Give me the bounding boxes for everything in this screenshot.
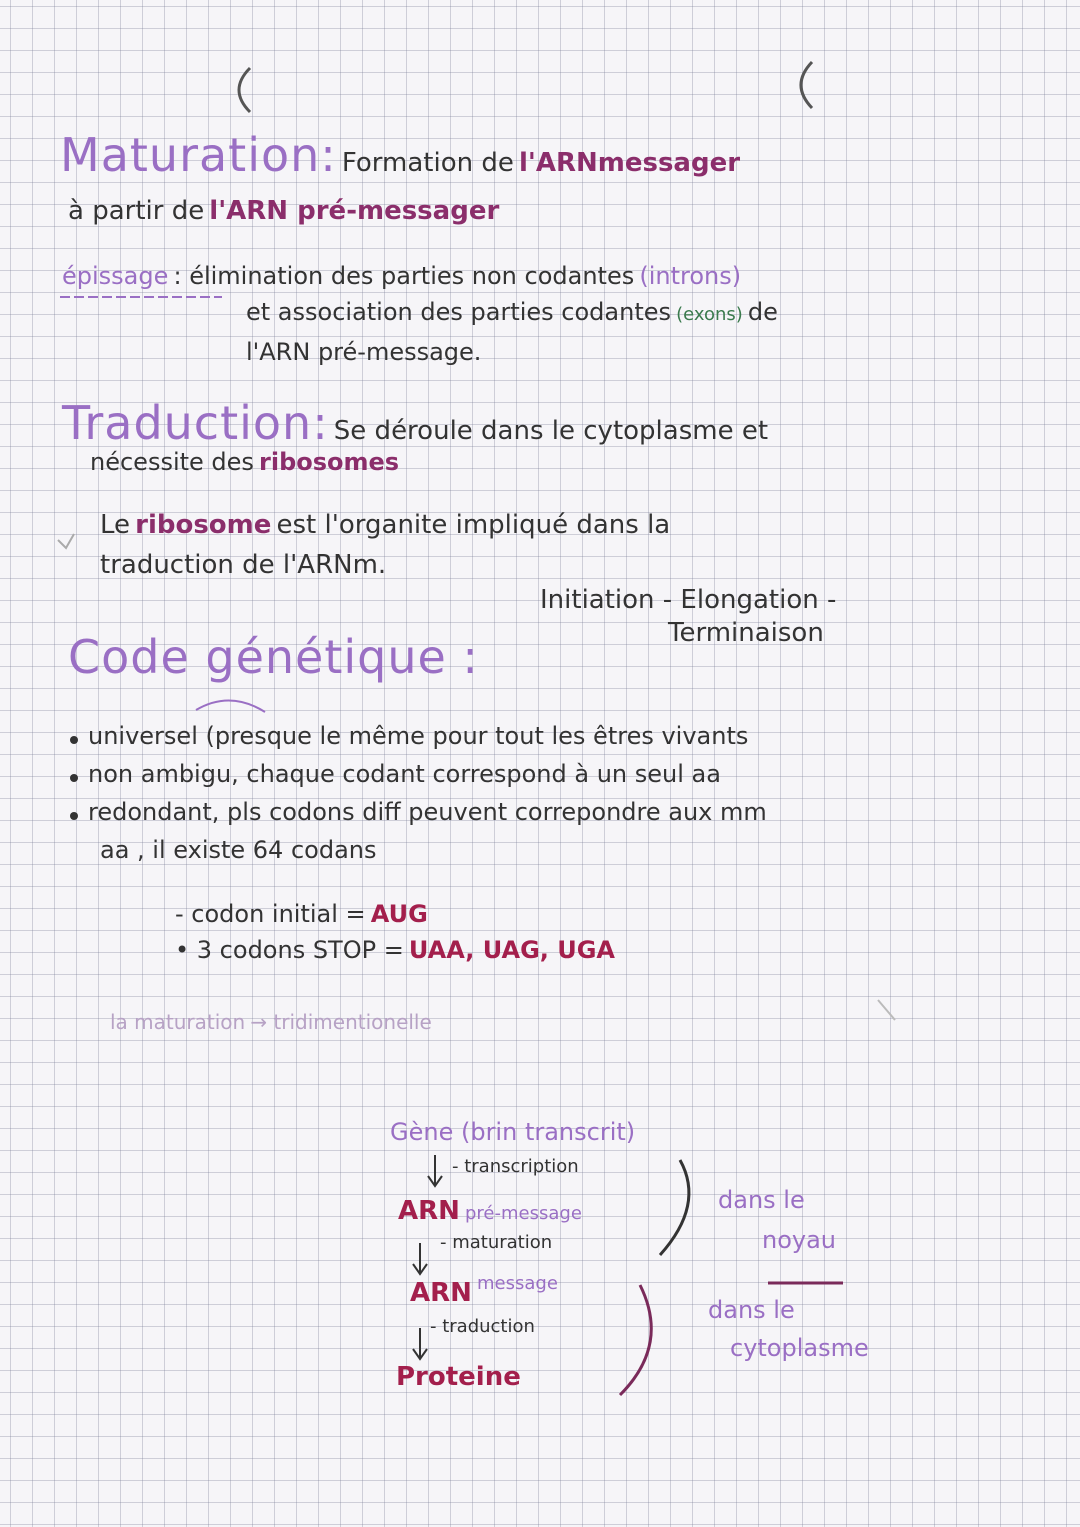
nucleus-note-b: noyau [762, 1226, 837, 1254]
arrow-down-3 [413, 1328, 427, 1359]
bullet-dot [70, 774, 78, 782]
cytoplasm-note-2 [730, 1334, 869, 1362]
diagram-arn1 [398, 1196, 582, 1226]
ribosome-line2-text: traduction de l'ARNm. [100, 550, 387, 580]
bullet-3-line2 [100, 836, 377, 864]
step-traduction: - traduction [430, 1316, 535, 1337]
epissage-line3 [246, 338, 481, 366]
ribosome-c: est l'organite impliqué dans la [276, 510, 671, 540]
bullet-dot [70, 812, 78, 820]
bracket-nucleus [660, 1160, 689, 1255]
traduction-line2 [90, 448, 399, 476]
epissage-line2 [246, 298, 778, 326]
steps-line2-text: Terminaison [668, 618, 824, 648]
cytoplasm-note-a: dans le [708, 1296, 795, 1324]
gene-label: Gène (brin transcrit) [390, 1118, 636, 1146]
maturation-title: Maturation: [60, 128, 337, 182]
steps-line2 [668, 618, 824, 648]
codon-initial [175, 900, 428, 928]
bullet-3-text: redondant, pls codons diff peuvent correpondre aux mm [88, 798, 767, 826]
ribosome-a: Le [100, 510, 131, 540]
bracket-cytoplasm [620, 1285, 651, 1395]
nucleus-note-2 [762, 1226, 836, 1254]
protein-label: Proteine [396, 1362, 521, 1392]
traduction-line2-a: nécessite des [90, 448, 254, 476]
faint-note-b: → tridimentionelle [250, 1010, 432, 1034]
arn-premessage-sub: pré-message [465, 1203, 582, 1224]
epissage-introns: (introns) [639, 262, 742, 290]
ribosome-b: ribosome [135, 510, 272, 540]
epissage-text-1: : élimination des parties non codantes [173, 262, 635, 290]
epissage-exons: (exons) [676, 304, 743, 325]
arn-premessage-label: ARN [398, 1196, 460, 1226]
maturation-def-d: l'ARN pré-messager [209, 196, 500, 226]
nucleus-note-a: dans le [718, 1186, 805, 1214]
diagram-protein [396, 1362, 521, 1392]
ribosome-line1 [100, 510, 670, 540]
epissage-line1 [62, 262, 741, 290]
ribosome-line2 [100, 550, 386, 580]
maturation-heading [60, 128, 740, 182]
code-heading [68, 630, 479, 684]
maturation-def-b: l'ARNmessager [518, 148, 741, 178]
faint-note [110, 1010, 432, 1034]
cytoplasm-note-b: cytoplasme [730, 1334, 869, 1362]
bullet-1 [70, 722, 748, 750]
epissage-text-3: l'ARN pré-message. [246, 338, 482, 366]
code-title: Code génétique : [68, 630, 479, 684]
bullet-dot [70, 736, 78, 744]
arn-message-sub: message [477, 1273, 558, 1294]
title-underline [196, 700, 265, 712]
traduction-heading [62, 396, 768, 450]
bullet-3 [70, 798, 767, 826]
step-transcription: - transcription [452, 1156, 579, 1177]
bullet-2 [70, 760, 721, 788]
diagram-step2 [440, 1232, 552, 1253]
binder-hole-left [239, 68, 250, 112]
epissage-text-2b: de [747, 298, 778, 326]
bullet-3-line2-text: aa , il existe 64 codans [100, 836, 377, 864]
arn-message-label: ARN [410, 1278, 472, 1308]
traduction-line1: Se déroule dans le cytoplasme et [333, 416, 769, 446]
arrow-down-1 [428, 1155, 442, 1186]
bullet-1-text: universel (presque le même pour tout les êtres vivants [88, 722, 749, 750]
steps-line1-text: Initiation - Elongation - [540, 585, 837, 615]
diagram-arn2 [410, 1273, 558, 1308]
epissage-text-2: et association des parties codantes [246, 298, 672, 326]
codon-stop-label: • 3 codons STOP = [175, 936, 404, 964]
traduction-ribosomes: ribosomes [259, 448, 400, 476]
faint-note-a: la maturation [110, 1010, 246, 1034]
binder-hole-right [801, 62, 812, 108]
codon-initial-value: AUG [370, 900, 428, 928]
codon-stop [175, 936, 615, 964]
steps-line1 [540, 585, 836, 615]
stray-mark [878, 1000, 895, 1020]
maturation-def-a: Formation de [341, 148, 514, 178]
maturation-def-c: à partir de [68, 196, 205, 226]
cytoplasm-note-1 [708, 1296, 795, 1324]
maturation-line2 [68, 196, 499, 226]
bullet-2-text: non ambigu, chaque codant correspond à un seul aa [88, 760, 721, 788]
diagram-step1 [452, 1156, 579, 1177]
check-mark [58, 534, 74, 548]
nucleus-note-1 [718, 1186, 805, 1214]
diagram-step3 [430, 1316, 535, 1337]
epissage-term: épissage [62, 262, 169, 290]
diagram-gene [390, 1118, 635, 1146]
arrow-down-2 [413, 1243, 427, 1274]
traduction-title: Traduction: [62, 396, 329, 450]
step-maturation: - maturation [440, 1232, 553, 1253]
codon-stop-value: UAA, UAG, UGA [408, 936, 615, 964]
codon-initial-label: - codon initial = [175, 900, 366, 928]
